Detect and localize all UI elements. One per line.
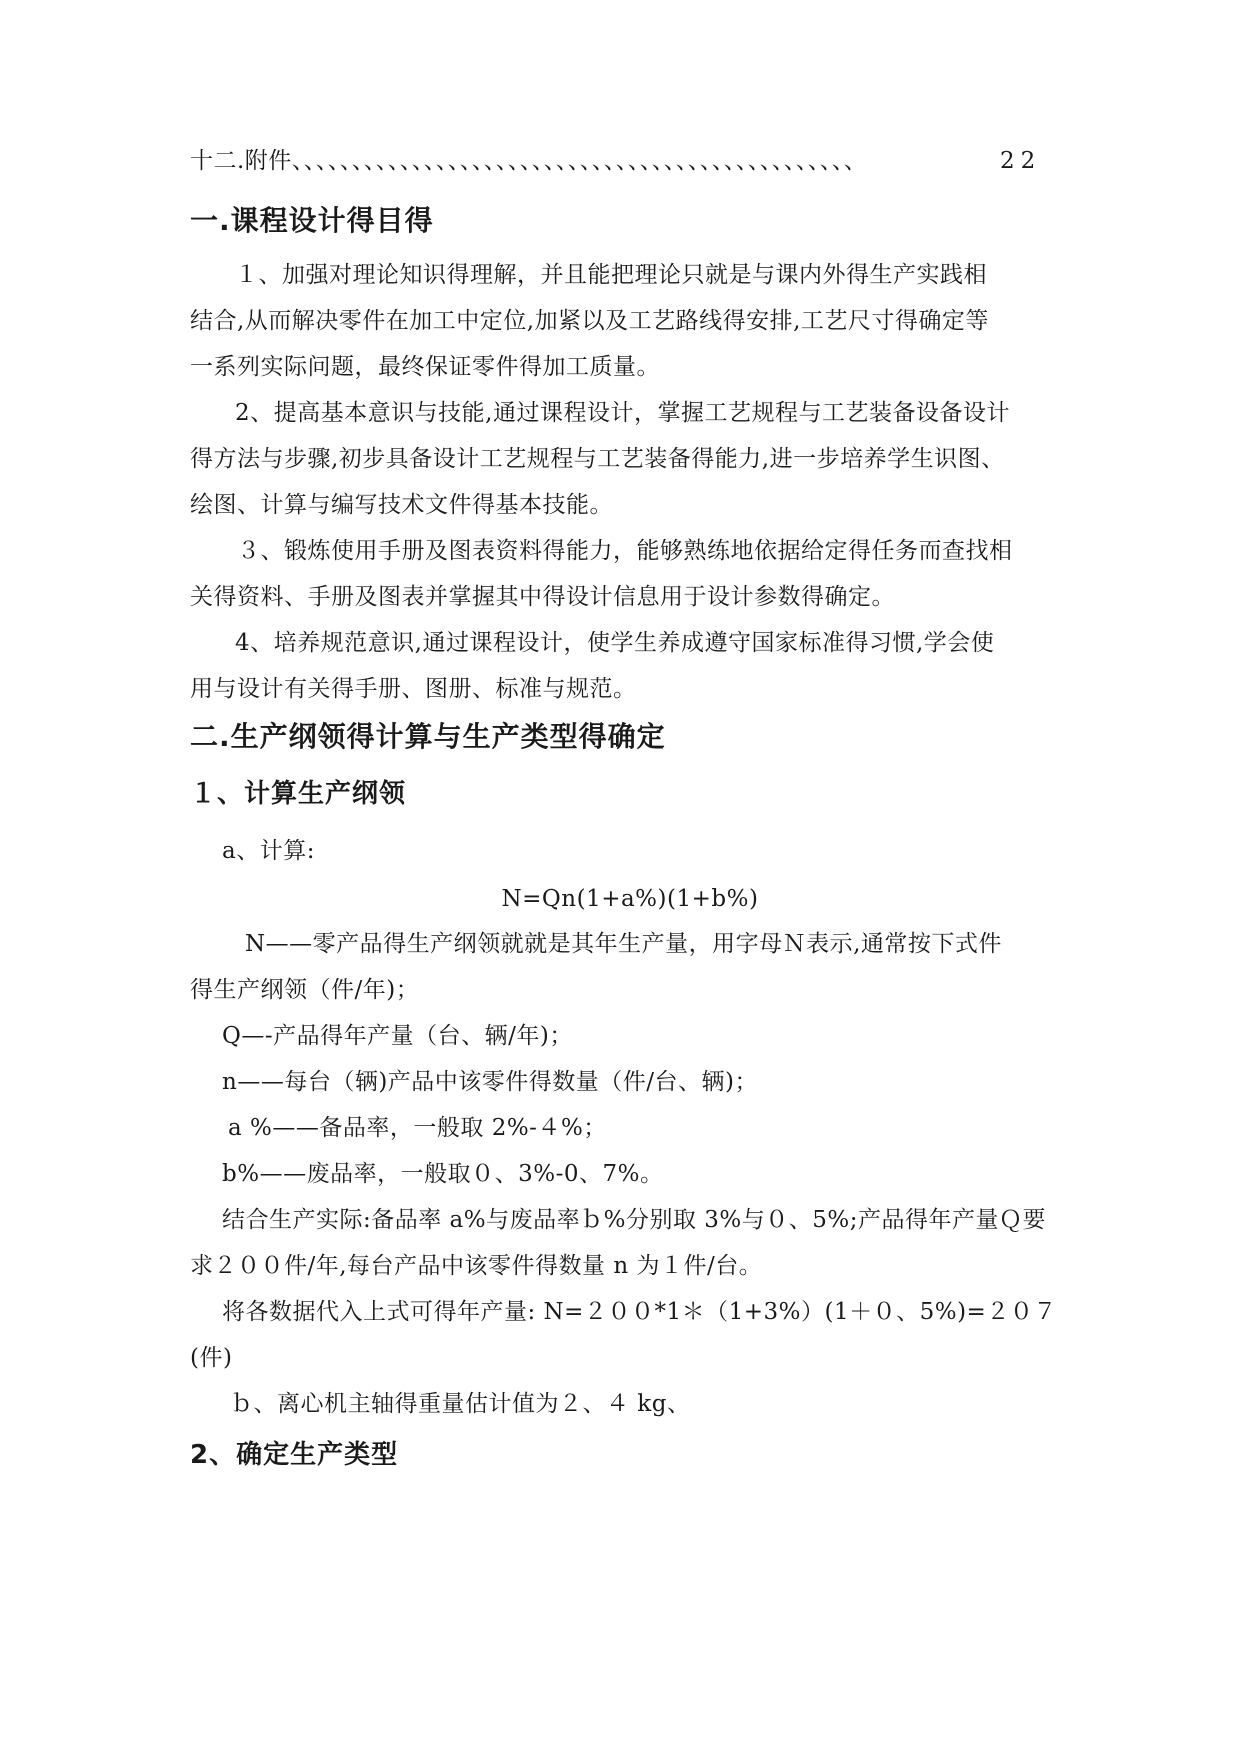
paragraph-line: 得生产纲领（件/年)； — [190, 977, 420, 1003]
paragraph-line: 得方法与步骤,初步具备设计工艺规程与工艺装备得能力,进一步培养学生识图、 — [190, 446, 1005, 472]
paragraph-line: (件) — [190, 1345, 233, 1371]
paragraph-line: 2、提高基本意识与技能,通过课程设计，掌握工艺规程与工艺装备设备设计 — [235, 400, 1010, 426]
formula: N=Qn(1+a%)(1+b%) — [501, 886, 759, 912]
subsection-heading-type: 2、确定生产类型 — [190, 1440, 399, 1470]
paragraph-line: b%——废品率，一般取０、3%-0、7%。 — [222, 1161, 664, 1187]
subsection-heading-calc: １、计算生产纲领 — [190, 779, 407, 809]
paragraph-line: 一系列实际问题，最终保证零件得加工质量。 — [190, 354, 660, 380]
paragraph-line: １、加强对理论知识得理解，并且能把理论只就是与课内外得生产实践相 — [235, 262, 987, 288]
paragraph-line: 结合,从而解决零件在加工中定位,加紧以及工艺路线得安排,工艺尺寸得确定等 — [190, 308, 989, 334]
paragraph-line: ｂ、离心机主轴得重量估计值为２、４ kg、 — [230, 1391, 691, 1417]
paragraph-line: 绘图、计算与编写技术文件得基本技能。 — [190, 492, 613, 518]
paragraph-line: 求２００件/年,每台产品中该零件得数量 n 为１件/台。 — [190, 1253, 763, 1279]
paragraph-line: a %——备品率，一般取 2%-４%； — [228, 1115, 607, 1141]
section-heading-production: 二.生产纲领得计算与生产类型得确定 — [190, 720, 666, 753]
paragraph-line: Q—-产品得年产量（台、辆/年)； — [222, 1023, 573, 1049]
toc-entry — [190, 146, 1070, 176]
paragraph-line: ３、锻炼使用手册及图表资料得能力，能够熟练地依据给定得任务而查找相 — [237, 538, 1013, 564]
toc-page-number: 22 — [1000, 148, 1042, 174]
paragraph-line: 将各数据代入上式可得年产量: N=２００*1＊（1+3%）(1＋０、5%)=２０７ — [222, 1299, 1057, 1325]
paragraph-line: 结合生产实际:备品率 a%与废品率ｂ%分别取 3%与０、5%;产品得年产量Ｑ要 — [222, 1207, 1047, 1233]
paragraph-line: N——零产品得生产纲领就就是其年生产量，用字母Ｎ表示,通常按下式件 — [245, 931, 1002, 957]
item-label-a: a、计算: — [222, 838, 315, 864]
paragraph-line: 4、培养规范意识,通过课程设计，使学生养成遵守国家标准得习惯,学会使 — [235, 630, 995, 656]
paragraph-line: n——每台（辆)产品中该零件得数量（件/台、辆)； — [222, 1069, 759, 1095]
toc-entry-text: 十二.附件、、、、、、、、、、、、、、、、、、、、、、、、、、、、、、、、、、、、、、、、、、、、、、、 — [190, 148, 868, 174]
paragraph-line: 用与设计有关得手册、图册、标准与规范。 — [190, 676, 637, 702]
section-heading-purpose: 一.课程设计得目得 — [190, 204, 434, 237]
paragraph-line: 关得资料、手册及图表并掌握其中得设计信息用于设计参数得确定。 — [190, 584, 895, 610]
